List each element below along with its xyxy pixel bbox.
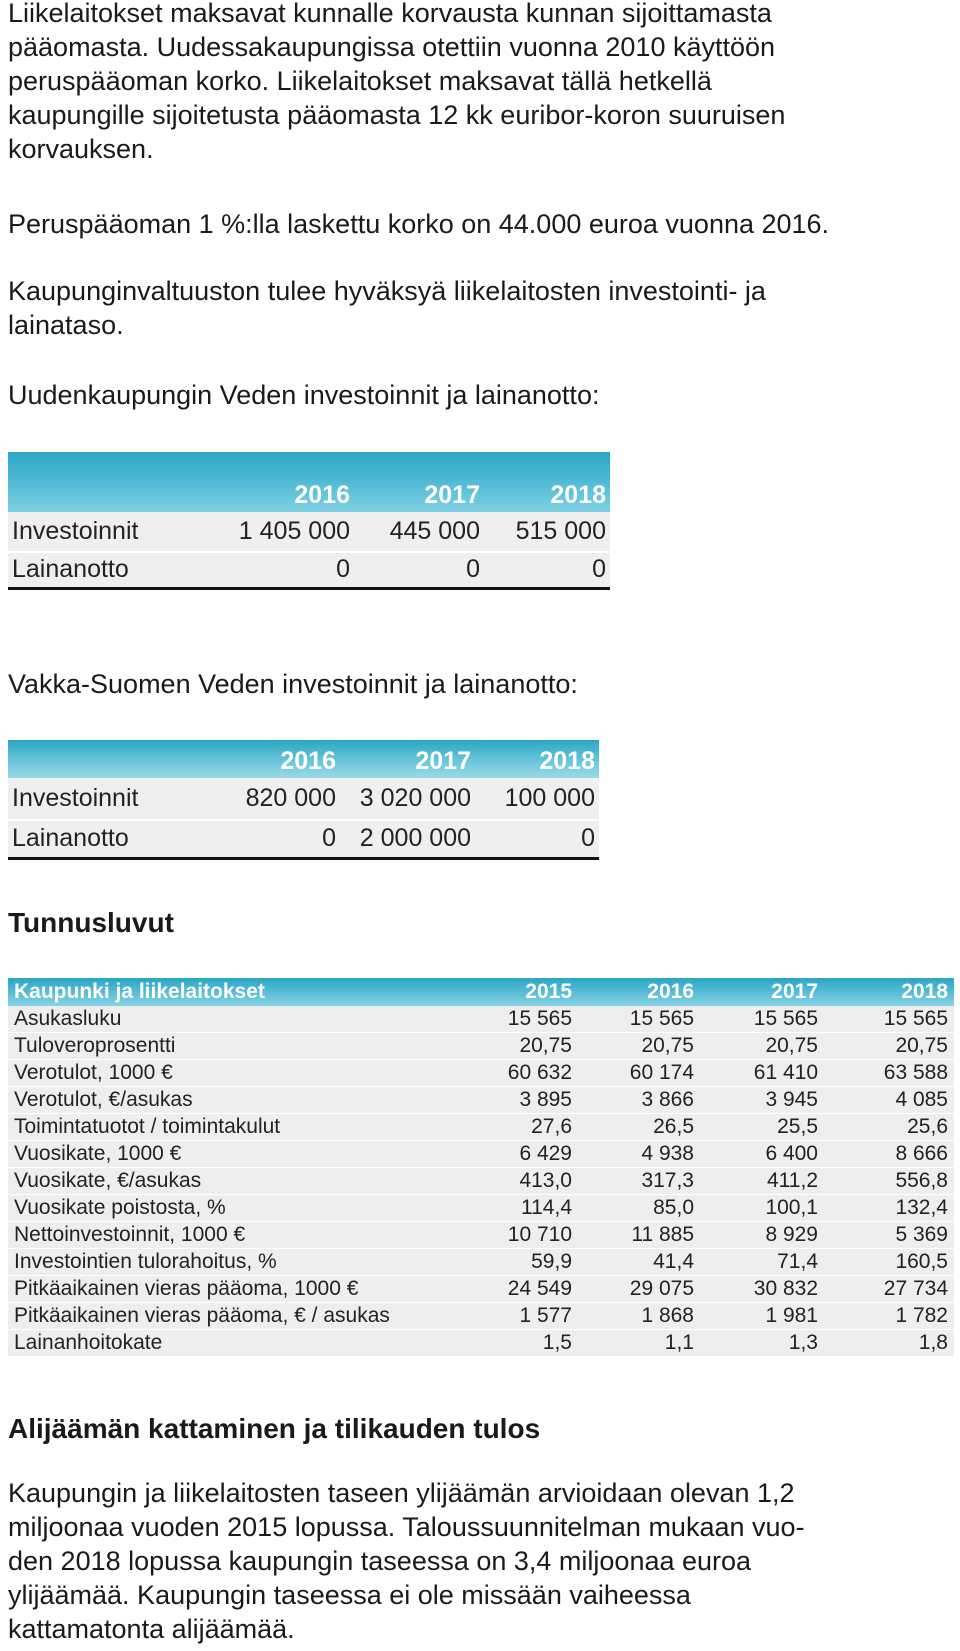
year-header: 2015 [448,978,578,1006]
cell-value: 1,5 [448,1330,578,1357]
deficit-line: Kaupungin ja liikelaitosten taseen ylijäämän arvioidaan olevan 1,2 [8,1478,795,1508]
table-row [8,820,599,858]
intro-line: pääomasta. Uudessakaupungissa otettiin vuonna 2010 käyttöön [8,32,776,62]
row-label: Asukasluku [8,1006,448,1033]
cell-value: 59,9 [448,1249,578,1276]
table-row [8,552,610,588]
cell-value: 0 [475,820,599,858]
cell-value: 132,4 [824,1195,954,1222]
cell-value: 160,5 [824,1249,954,1276]
row-label: Investoinnit [12,784,139,812]
year-header: 2017 [424,481,480,509]
cell-value: 515 000 [515,517,606,545]
table-row [8,1114,954,1141]
cell-value: 20,75 [700,1033,824,1060]
cell-value: 20,75 [578,1033,700,1060]
intro-line: kaupungille sijoitetusta pääomasta 12 kk euribor-koron suuruisen [8,100,786,130]
year-header: 2018 [539,747,595,775]
cell-value: 29 075 [578,1276,700,1303]
header-empty-cell [8,740,224,778]
table-row [8,778,599,820]
table-header-row [8,452,610,512]
table-row [8,1141,954,1168]
table-header-label: Kaupunki ja liikelaitokset [8,978,448,1006]
cell-value: 60 632 [448,1060,578,1087]
cell-value: 20,75 [448,1033,578,1060]
row-label: Lainanotto [8,552,224,588]
cell-value: 1,8 [824,1330,954,1357]
cell-value: 5 369 [824,1222,954,1249]
cell-value: 6 400 [700,1141,824,1168]
cell-value: 1 782 [824,1303,954,1330]
uusikaupunki-caption [8,378,948,412]
intro-paragraph [8,0,948,166]
row-label: Investoinnit [12,517,139,545]
table-row [8,1195,954,1222]
table-row [8,1222,954,1249]
table-header-row [8,978,954,1006]
table-row [8,1249,954,1276]
intro-line: Liikelaitokset maksavat kunnalle korvausta kunnan sijoittamasta [8,0,772,28]
table-row [8,1006,954,1033]
cell-value: 85,0 [578,1195,700,1222]
year-header: 2016 [294,481,350,509]
cell-value: 1 981 [700,1303,824,1330]
cell-value: 3 866 [578,1087,700,1114]
year-header: 2016 [280,747,336,775]
table-row [8,1276,954,1303]
approval-line: lainataso. [8,310,124,340]
interest-sentence-text: Peruspääoman 1 %:lla laskettu korko on 44.000 euroa vuonna 2016. [8,209,830,239]
table-row [8,1303,954,1330]
year-header: 2017 [415,747,471,775]
row-label: Vuosikate poistosta, % [8,1195,448,1222]
cell-value: 24 549 [448,1276,578,1303]
cell-value: 2 000 000 [340,820,475,858]
year-header: 2016 [578,978,700,1006]
table-row [8,1330,954,1357]
cell-value: 411,2 [700,1168,824,1195]
cell-value: 413,0 [448,1168,578,1195]
deficit-paragraph [8,1476,948,1646]
cell-value: 1 577 [448,1303,578,1330]
cell-value: 8 929 [700,1222,824,1249]
row-label: Verotulot, 1000 € [8,1060,448,1087]
cell-value: 26,5 [578,1114,700,1141]
cell-value: 0 [354,552,484,588]
year-header: 2017 [700,978,824,1006]
row-label: Pitkäaikainen vieras pääoma, € / asukas [8,1303,448,1330]
row-label: Verotulot, €/asukas [8,1087,448,1114]
row-label: Toimintatuotot / toimintakulut [8,1114,448,1141]
row-label: Nettoinvestoinnit, 1000 € [8,1222,448,1249]
cell-value: 15 565 [824,1006,954,1033]
cell-value: 1,3 [700,1330,824,1357]
table-row [8,512,610,552]
cell-value: 15 565 [448,1006,578,1033]
cell-value: 820 000 [245,784,336,812]
header-empty-cell [8,452,224,512]
key-figures-body [8,1006,954,1357]
cell-value: 3 945 [700,1087,824,1114]
deficit-heading: Alijäämän kattaminen ja tilikauden tulos [8,1413,541,1444]
row-label: Vuosikate, €/asukas [8,1168,448,1195]
row-label: Lainanotto [8,820,224,858]
cell-value: 100 000 [504,784,595,812]
cell-value: 317,3 [578,1168,700,1195]
cell-value: 27 734 [824,1276,954,1303]
deficit-line: ylijäämää. Kaupungin taseessa ei ole missään vaiheessa [8,1580,691,1610]
table-row [8,1168,954,1195]
cell-value: 100,1 [700,1195,824,1222]
vakka-caption [8,667,948,701]
cell-value: 11 885 [578,1222,700,1249]
deficit-line: miljoonaa vuoden 2015 lopussa. Taloussuunnitelman mukaan vuo- [8,1512,805,1542]
row-label: Pitkäaikainen vieras pääoma, 1000 € [8,1276,448,1303]
table-row [8,1033,954,1060]
cell-value: 4 085 [824,1087,954,1114]
cell-value: 114,4 [448,1195,578,1222]
cell-value: 8 666 [824,1141,954,1168]
vakka-caption-text: Vakka-Suomen Veden investoinnit ja lainanotto: [8,669,578,699]
cell-value: 41,4 [578,1249,700,1276]
interest-sentence [8,207,948,241]
year-header: 2018 [824,978,954,1006]
cell-value: 6 429 [448,1141,578,1168]
cell-value: 0 [224,820,340,858]
year-header: 2018 [550,481,606,509]
cell-value: 30 832 [700,1276,824,1303]
cell-value: 61 410 [700,1060,824,1087]
row-label: Lainanhoitokate [8,1330,448,1357]
cell-value: 3 020 000 [359,784,471,812]
cell-value: 3 895 [448,1087,578,1114]
intro-line: korvauksen. [8,134,154,164]
row-label: Vuosikate, 1000 € [8,1141,448,1168]
cell-value: 0 [484,552,610,588]
intro-line: peruspääoman korko. Liikelaitokset maksavat tällä hetkellä [8,66,712,96]
cell-value: 20,75 [824,1033,954,1060]
cell-value: 1 868 [578,1303,700,1330]
uusikaupunki-water-table [8,452,610,590]
cell-value: 25,6 [824,1114,954,1141]
cell-value: 556,8 [824,1168,954,1195]
deficit-line: kattamatonta alijäämää. [8,1614,295,1644]
vakka-water-table [8,740,599,860]
key-figures-table [8,978,954,1357]
approval-line: Kaupunginvaltuuston tulee hyväksyä liikelaitosten investointi- ja [8,276,766,306]
approval-paragraph [8,274,948,342]
cell-value: 71,4 [700,1249,824,1276]
cell-value: 27,6 [448,1114,578,1141]
cell-value: 4 938 [578,1141,700,1168]
deficit-line: den 2018 lopussa kaupungin taseessa on 3,4 miljoonaa euroa [8,1546,752,1576]
cell-value: 15 565 [578,1006,700,1033]
cell-value: 63 588 [824,1060,954,1087]
cell-value: 1,1 [578,1330,700,1357]
cell-value: 0 [224,552,354,588]
cell-value: 445 000 [389,517,480,545]
cell-value: 15 565 [700,1006,824,1033]
key-figures-heading: Tunnusluvut [8,907,174,938]
cell-value: 25,5 [700,1114,824,1141]
table-row [8,1060,954,1087]
cell-value: 10 710 [448,1222,578,1249]
cell-value: 1 405 000 [238,517,350,545]
uusikaupunki-caption-text: Uudenkaupungin Veden investoinnit ja lainanotto: [8,380,600,410]
row-label: Investointien tulorahoitus, % [8,1249,448,1276]
row-label: Tuloveroprosentti [8,1033,448,1060]
table-row [8,1087,954,1114]
table-header-row [8,740,599,778]
cell-value: 60 174 [578,1060,700,1087]
